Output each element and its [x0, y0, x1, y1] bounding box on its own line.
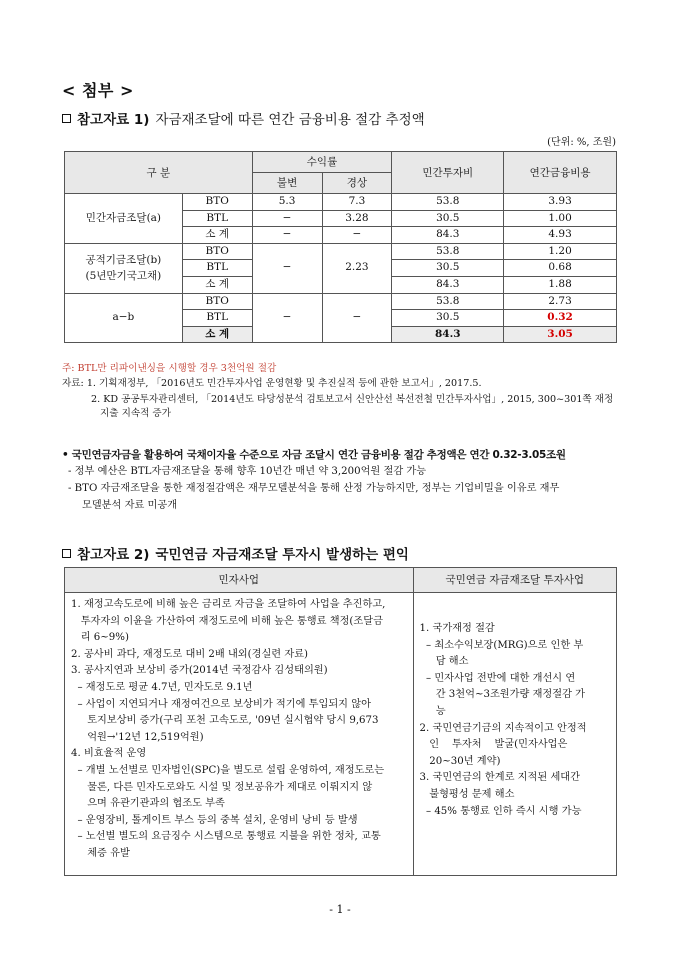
table-note: 주: BTL만 리파이낸싱을 시행할 경우 3천억원 절감	[62, 363, 277, 374]
row-type: 소 계	[182, 227, 252, 244]
list-item: – 최소수익보장(MRG)으로 인한 부	[419, 639, 584, 651]
list-item: 2. 국민연금기금의 지속적이고 안정적	[419, 722, 587, 734]
source-2: 2. KD 공공투자관리센터, 「2014년도 타당성분석 검토보고서 신안산선 복선전철 민간투자사업」, 2015, 300~301쪽 재정	[91, 394, 614, 405]
cell-cost: 1.20	[504, 243, 617, 260]
cell-fixed: −	[252, 210, 322, 227]
row-type: BTL	[182, 310, 252, 327]
cell-private: 53.8	[392, 293, 504, 310]
section1-title	[62, 108, 425, 128]
list-item: – 사업이 지연되거나 재정여건으로 보상비가 적기에 투입되지 않아	[71, 698, 371, 710]
summary-bullet: • 국민연금자금을 활용하여 국채이자율 수준으로 자금 조달시 연간 금융비용 절감 추정액은 연간 0.32-3.05조원	[62, 449, 566, 461]
header-category: 구 분	[65, 152, 253, 194]
group-public-funding-line1: 공적기금조달(b)	[85, 254, 162, 267]
list-item: – 운영장비, 톨게이트 부스 등의 중복 설치, 운영비 낭비 등 발생	[71, 814, 358, 826]
row-type: BTL	[182, 260, 252, 277]
group-public-funding	[65, 243, 183, 293]
benefits-table	[64, 567, 617, 876]
list-item: 4. 비효율적 운영	[71, 748, 147, 760]
list-item: – 재정도로 평균 4.7년, 민자도로 9.1년	[71, 681, 253, 693]
list-item: 20~30년 계약)	[419, 755, 501, 767]
table-header-row	[65, 568, 617, 593]
cell-private: 84.3	[392, 326, 504, 343]
cell-cost-highlight: 3.05	[504, 326, 617, 343]
header-pension-project: 국민연금 자금재조달 투자사업	[413, 568, 616, 593]
unit-label: (단위: %, 조원)	[547, 137, 616, 148]
cell-cost: 1.00	[504, 210, 617, 227]
list-item: 담 해소	[419, 656, 469, 668]
header-annual-cost: 연간금융비용	[504, 152, 617, 194]
checkbox-square-icon	[62, 114, 71, 123]
list-item: 1. 국가재정 절감	[419, 623, 495, 634]
list-item: 2. 공사비 과다, 재정도로 대비 2배 내외(경실련 자료)	[71, 648, 309, 660]
cell-current: 3.28	[322, 210, 392, 227]
cell-cost: 2.73	[504, 293, 617, 310]
cell-current: −	[322, 293, 392, 343]
cell-private: 84.3	[392, 276, 504, 293]
header-fixed: 불변	[252, 173, 322, 194]
header-yield: 수익률	[252, 152, 392, 173]
finance-cost-table	[64, 151, 617, 343]
list-item: 3. 공사지연과 보상비 증가(2014년 국정감사 김성태의원)	[71, 665, 328, 677]
list-item: 물론, 다른 민자도로와도 시설 및 정보공유가 제대로 이뤄지지 않	[71, 781, 373, 793]
row-type: BTO	[182, 194, 252, 211]
list-item: 인 투자처 발굴(민자사업은	[419, 739, 568, 751]
cell-private: 30.5	[392, 310, 504, 327]
private-project-list	[71, 597, 409, 863]
cell-cost: 1.88	[504, 276, 617, 293]
pension-project-list	[420, 621, 612, 820]
source-1: 자료: 1. 기획재정부, 「2016년도 민간투자사업 운영현황 및 추진실적 등에 관한 보고서」, 2017.5.	[62, 378, 482, 389]
cell-private: 30.5	[392, 260, 504, 277]
cell-private: 53.8	[392, 194, 504, 211]
section1-text: 자금재조달에 따른 연간 금융비용 절감 추정액	[155, 112, 425, 128]
cell-private: 53.8	[392, 243, 504, 260]
header-private-investment: 민간투자비	[392, 152, 504, 194]
list-item: – 개별 노선별로 민자법인(SPC)을 별도로 설립 운영하여, 재정도로는	[71, 764, 385, 776]
header-private-project: 민자사업	[65, 568, 414, 593]
row-type: BTO	[182, 243, 252, 260]
list-item: 간 3천억~3조원가량 재정절감 가	[419, 689, 586, 701]
section2-title	[62, 543, 409, 563]
cell-private: 30.5	[392, 210, 504, 227]
list-item: 억원→'12년 12,519억원)	[71, 731, 204, 743]
cell-fixed: −	[252, 227, 322, 244]
row-type: BTO	[182, 293, 252, 310]
row-type: 소 계	[182, 326, 252, 343]
section2-label: 참고자료 2)	[77, 547, 150, 563]
cell-cost-highlight: 0.32	[504, 310, 617, 327]
group-private-funding: 민간자금조달(a)	[65, 194, 183, 244]
list-item: 체증 유발	[71, 847, 130, 859]
cell-cost: 3.93	[504, 194, 617, 211]
group-public-funding-line2: (5년만기국고채)	[85, 270, 162, 283]
list-item: – 45% 통행료 인하 즉시 시행 가능	[419, 805, 582, 817]
list-item: 으며 유관기관과의 협조도 부족	[71, 798, 225, 810]
cell-cost: 0.68	[504, 260, 617, 277]
cell-current: −	[322, 227, 392, 244]
checkbox-square-icon	[62, 549, 71, 558]
cell-current: 2.23	[322, 243, 392, 293]
table-row	[65, 593, 617, 876]
summary-dash-2: - BTO 자금재조달을 통한 재정절감액은 재무모델분석을 통해 산정 가능하지만, 정부는 기업비밀을 이유로 재무	[68, 483, 560, 494]
list-item: – 노선별 별도의 요금징수 시스템으로 통행료 지불을 위한 정차, 교통	[71, 831, 381, 843]
list-item: 능	[419, 705, 446, 717]
cell-private: 84.3	[392, 227, 504, 244]
group-difference: a−b	[65, 293, 183, 343]
list-item: 투자자의 이윤을 가산하여 재정도로에 비해 높은 통행료 책정(조달금	[71, 615, 383, 627]
section1-label: 참고자료 1)	[77, 112, 150, 128]
page-number: - 1 -	[329, 903, 351, 916]
list-item: 토지보상비 증가(구리 포천 고속도로, '09년 실시협약 당시 9,673	[71, 715, 379, 727]
cell-fixed: 5.3	[252, 194, 322, 211]
source-2-cont: 지출 지속적 증가	[100, 408, 171, 419]
table-row	[65, 293, 617, 310]
table-row	[65, 194, 617, 211]
summary-dash-1: - 정부 예산은 BTL자금재조달을 통해 향후 10년간 매년 약 3,200억원 절감 가능	[68, 466, 427, 477]
cell-current: 7.3	[322, 194, 392, 211]
private-project-cell	[65, 593, 414, 876]
page-heading: < 첨부 >	[62, 81, 134, 100]
cell-fixed: −	[252, 243, 322, 293]
header-current: 경상	[322, 173, 392, 194]
table-header-row	[65, 152, 617, 173]
pension-project-cell	[413, 593, 616, 876]
cell-fixed: −	[252, 293, 322, 343]
list-item: 3. 국민연금의 한계로 지적된 세대간	[419, 772, 580, 784]
list-item: 1. 재정고속도로에 비해 높은 금리로 자금을 조달하여 사업을 추진하고,	[71, 599, 386, 610]
row-type: BTL	[182, 210, 252, 227]
list-item: 리 6~9%)	[71, 632, 129, 644]
summary-dash-2-cont: 모델분석 자료 미공개	[82, 500, 178, 511]
list-item: 불형평성 문제 해소	[419, 788, 515, 800]
table-row	[65, 243, 617, 260]
section2-text: 국민연금 자금재조달 투자시 발생하는 편익	[155, 547, 409, 563]
list-item: – 민자사업 전반에 대한 개선시 연	[419, 672, 576, 684]
row-type: 소 계	[182, 276, 252, 293]
cell-cost: 4.93	[504, 227, 617, 244]
